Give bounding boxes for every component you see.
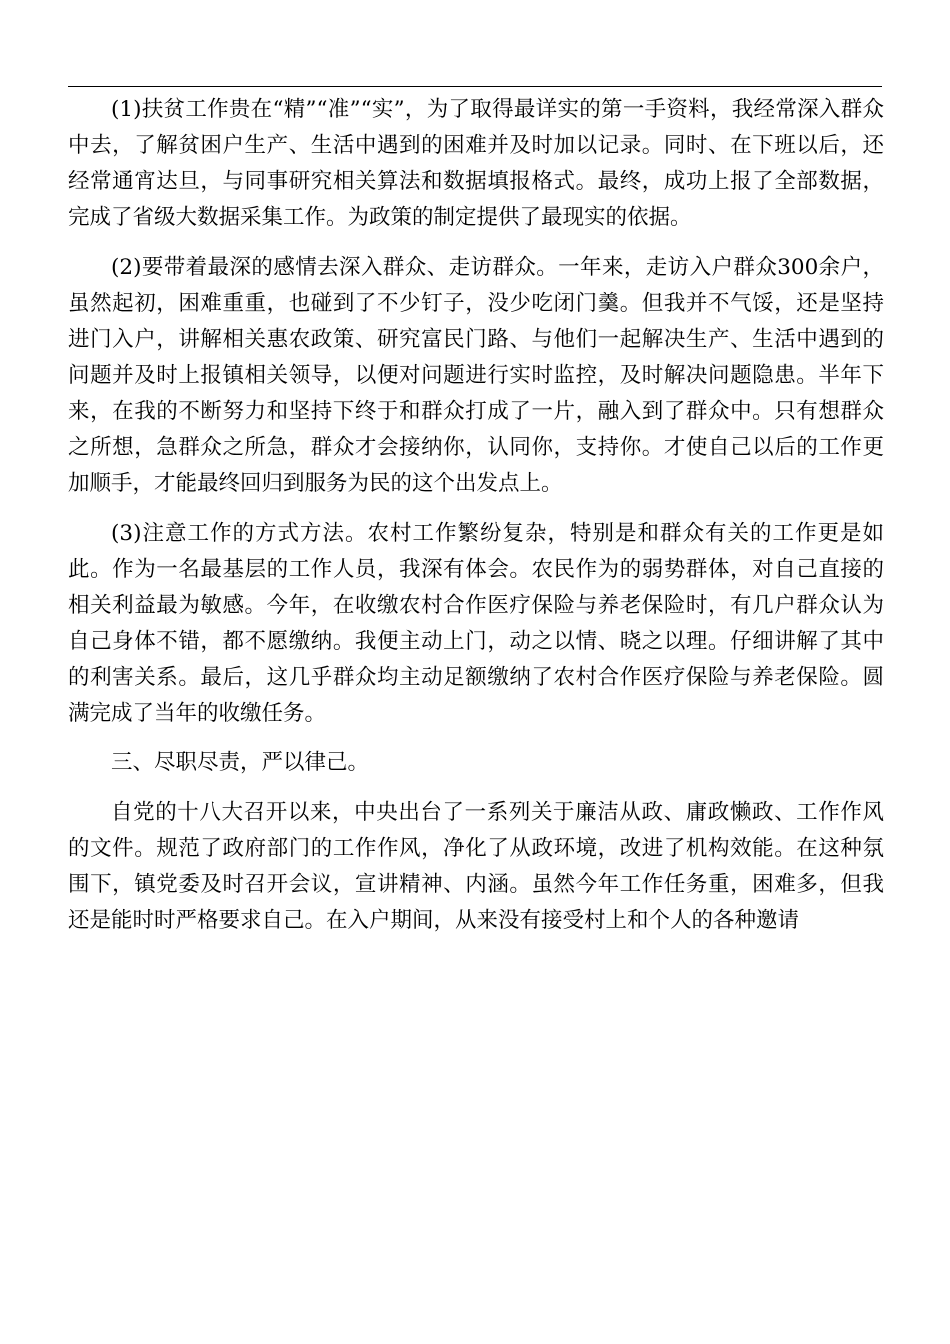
header-rule xyxy=(68,86,882,87)
paragraph-item-4: 自党的十八大召开以来，中央出台了一系列关于廉洁从政、庸政懒政、工作作风的文件。规范了政府部门的工作作风，净化了从政环境，改进了机构效能。在这种氛围下，镇党委及时召开会议，宣讲精神、内涵。虽然今年工作任务重，困难多，但我还是能时时严格要求自己。在入户期间，从来没有接受村上和个人的各种邀请 xyxy=(68,800,884,934)
section-heading: 三、尽职尽责，严以律己。 xyxy=(111,750,370,776)
document-body xyxy=(68,92,884,953)
paragraph-item-3: (3)注意工作的方式方法。农村工作繁纷复杂，特别是和群众有关的工作更是如此。作为一名最基层的工作人员，我深有体会。农民作为的弱势群体，对自己直接的相关利益最为敏感。今年，在收缴农村合作医疗保险与养老保险时，有几户群众认为自己身体不错，都不愿缴纳。我便主动上门，动之以情、晓之以理。仔细讲解了其中的利害关系。最后，这几乎群众均主动足额缴纳了农村合作医疗保险与养老保险。圆满完成了当年的收缴任务。 xyxy=(68,520,884,726)
paragraph-item-1: (1)扶贫工作贵在“精”“准”“实”，为了取得最详实的第一手资料，我经常深入群众中去，了解贫困户生产、生活中遇到的困难并及时加以记录。同时、在下班以后，还经常通宵达旦，与同事研究相关算法和数据填报格式。最终，成功上报了全部数据，完成了省级大数据采集工作。为政策的制定提供了最现实的依据。 xyxy=(68,97,884,230)
paragraph-item-2: (2)要带着最深的感情去深入群众、走访群众。一年来，走访入户群众300余户，虽然起初，困难重重，也碰到了不少钉子，没少吃闭门羹。但我并不气馁，还是坚持进门入户，讲解相关惠农政策、研究富民门路、与他们一起解决生产、生活中遇到的问题并及时上报镇相关领导，以便对问题进行实时监控，及时解决问题隐患。半年下来，在我的不断努力和坚持下终于和群众打成了一片，融入到了群众中。只有想群众之所想，急群众之所急，群众才会接纳你，认同你，支持你。才使自己以后的工作更加顺手，才能最终回归到服务为民的这个出发点上。 xyxy=(68,254,884,496)
